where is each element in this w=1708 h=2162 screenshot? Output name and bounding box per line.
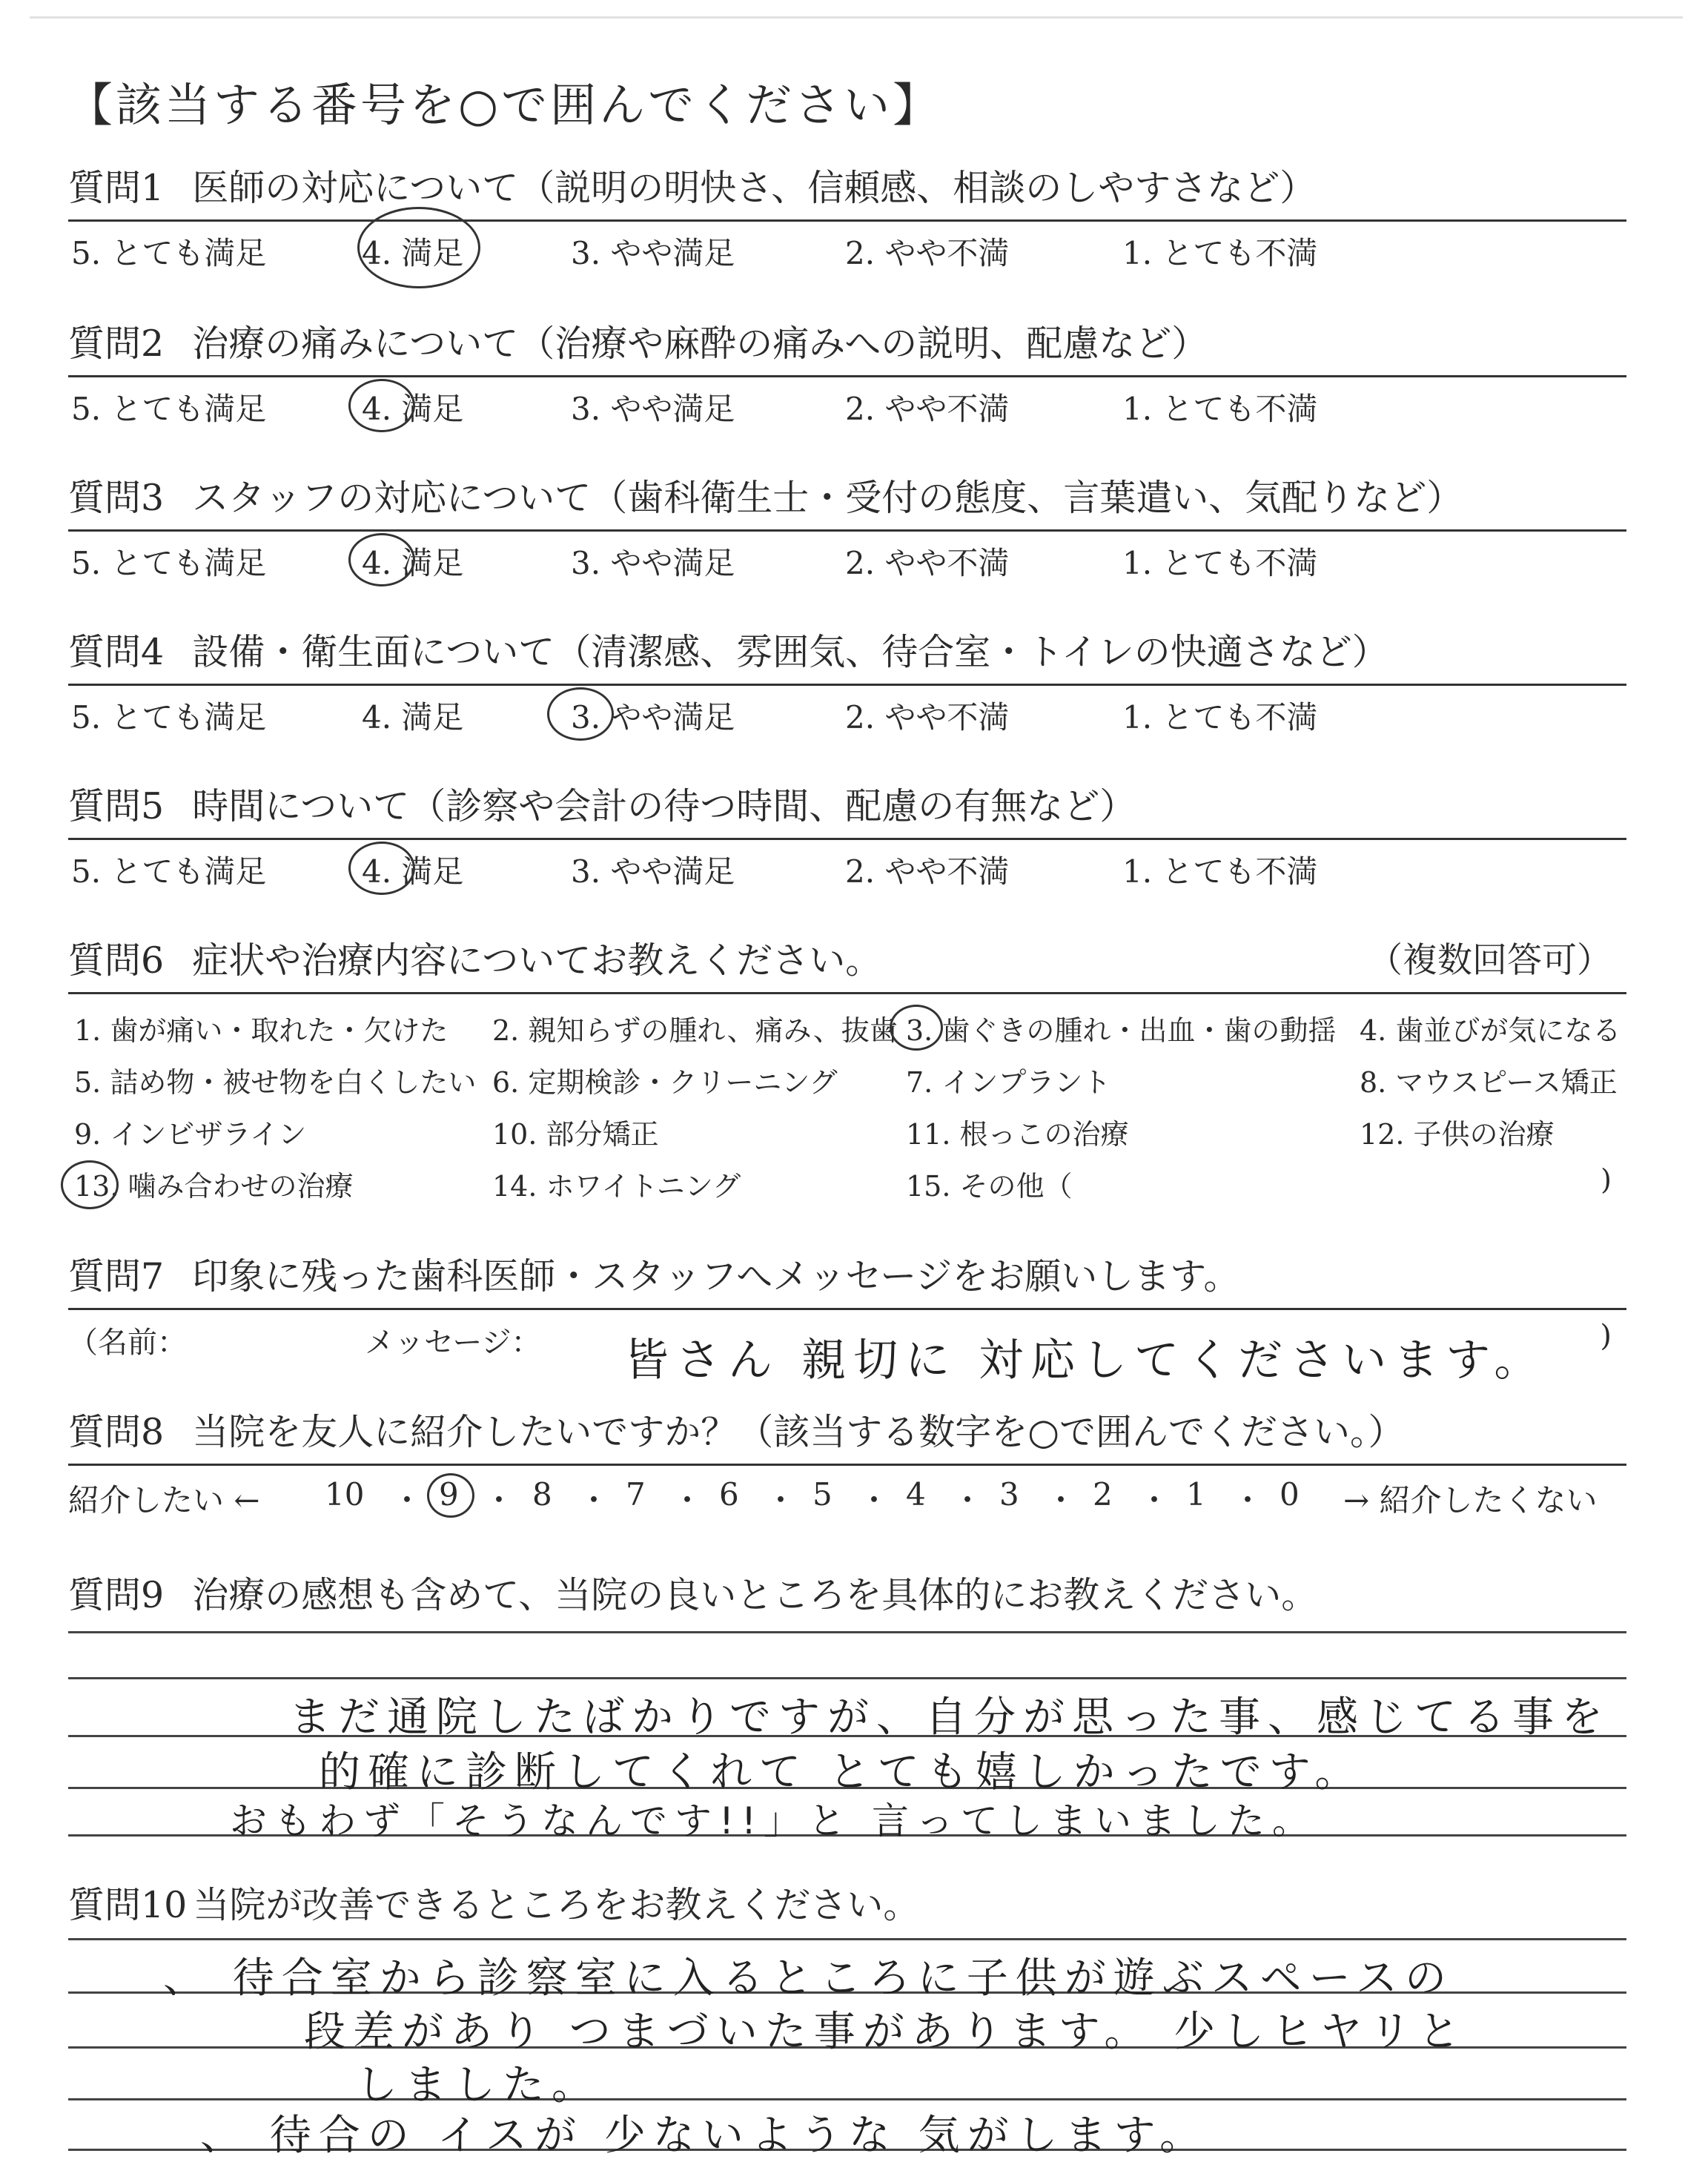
option-3[interactable]: 3. やや満足 <box>571 235 735 271</box>
selection-circle <box>547 687 614 741</box>
multiple-answers-note: （複数回答可） <box>1368 940 1612 981</box>
option-2[interactable]: 2. やや不満 <box>845 699 1010 735</box>
option-1[interactable]: 1. とても不満 <box>1122 391 1318 427</box>
scale-option[interactable]: 5 <box>812 1476 833 1513</box>
writing-line <box>68 2098 1626 2100</box>
recommend-scale: 紹介したい ← 10 ・ 9 ・ 8 ・ 7 ・ 6 ・ 5 ・ 4 ・ 3 ・ 2 ・ 1 ・ 0 → 紹介したくない <box>68 1466 1626 1518</box>
question-number: 質問4 <box>68 631 165 673</box>
selection-circle <box>357 207 480 288</box>
handwritten-line: 段差があり つまづいた事があります。 少しヒヤリと <box>304 2008 1468 2056</box>
question-9 <box>68 1572 1626 1619</box>
question-number: 質問1 <box>68 167 165 209</box>
handwritten-line: まだ通院したばかりですが、自分が思った事、感じてる事を <box>289 1693 1610 1742</box>
question-number: 質問8 <box>68 1411 165 1453</box>
close-paren: ) <box>1601 1163 1612 1196</box>
close-paren: ) <box>1600 1319 1612 1353</box>
form-title: 【該当する番号を○で囲んでください】 <box>67 78 942 132</box>
option-5[interactable]: 5. とても満足 <box>71 699 267 735</box>
scale-option[interactable]: 1 <box>1186 1476 1206 1513</box>
rating-options <box>68 377 1626 429</box>
option-1[interactable]: 1. とても不満 <box>1122 699 1318 735</box>
question-text: スタッフの対応について（歯科衛生士・受付の態度、言葉遣い、気配りなど） <box>192 477 1463 519</box>
question-5 <box>68 783 1626 892</box>
writing-line <box>68 1677 1626 1679</box>
question-4 <box>68 629 1626 738</box>
scale-option[interactable]: 2 <box>1093 1476 1113 1513</box>
symptom-option[interactable]: 10. 部分矯正 <box>492 1118 659 1151</box>
handwritten-line: しました。 <box>356 2061 600 2109</box>
question-text: 医師の対応について（説明の明快さ、信頼感、相談のしやすさなど） <box>192 167 1317 209</box>
symptom-option[interactable]: 5. 詰め物・被せ物を白くしたい <box>74 1066 477 1099</box>
symptom-option[interactable]: 2. 親知らずの腫れ、痛み、抜歯 <box>492 1014 898 1047</box>
symptom-option[interactable]: 8. マウスピース矯正 <box>1360 1066 1618 1099</box>
question-10 <box>68 1882 1626 1929</box>
scan-edge <box>30 16 1683 19</box>
option-1[interactable]: 1. とても不満 <box>1122 853 1318 890</box>
option-5[interactable]: 5. とても満足 <box>71 391 267 427</box>
symptom-option[interactable]: 13. 噛み合わせの治療 <box>74 1170 354 1203</box>
symptom-options <box>68 994 1626 1206</box>
message-label: メッセージ： <box>365 1326 541 1360</box>
option-4[interactable]: 4. 満足 <box>362 235 464 271</box>
selection-circle <box>427 1473 474 1518</box>
question-8 <box>68 1409 1626 1518</box>
question-text: 治療の感想も含めて、当院の良いところを具体的にお教えください。 <box>192 1574 1318 1616</box>
option-4[interactable]: 4. 満足 <box>362 391 464 427</box>
option-5[interactable]: 5. とても満足 <box>71 235 267 271</box>
handwritten-line: 、 待合の イスが 少ないような 気がします。 <box>200 2112 1209 2160</box>
question-number: 質問2 <box>68 323 165 365</box>
rating-options <box>68 532 1626 584</box>
scale-option[interactable]: 6 <box>719 1476 739 1513</box>
question-text: 治療の痛みについて（治療や麻酔の痛みへの説明、配慮など） <box>192 323 1208 365</box>
option-2[interactable]: 2. やや不満 <box>845 235 1010 271</box>
scale-option[interactable]: 7 <box>626 1476 646 1513</box>
question-number: 質問9 <box>68 1574 165 1616</box>
option-5[interactable]: 5. とても満足 <box>71 545 267 581</box>
option-4[interactable]: 4. 満足 <box>362 853 464 890</box>
writing-line <box>68 1631 1626 1633</box>
selection-circle <box>348 379 415 432</box>
symptom-option[interactable]: 11. 根っこの治療 <box>906 1118 1129 1151</box>
handwritten-message[interactable]: 皆さん 親切に 対応してくださいます。 <box>624 1335 1546 1386</box>
handwritten-line: 的確に診断してくれて とても嬉しかったです。 <box>319 1748 1364 1796</box>
option-4[interactable]: 4. 満足 <box>362 545 464 581</box>
question-7 <box>68 1253 1626 1384</box>
recommend-right-label: → 紹介したくない <box>1343 1482 1598 1518</box>
question-text: 設備・衛生面について（清潔感、雰囲気、待合室・トイレの快適さなど） <box>192 631 1388 673</box>
question-6 <box>68 937 1626 1206</box>
scale-option[interactable]: 10 <box>325 1476 365 1513</box>
question-text: 当院が改善できるところをお教えください。 <box>193 1884 920 1926</box>
option-1[interactable]: 1. とても不満 <box>1122 545 1318 581</box>
question-number: 質問5 <box>68 785 165 827</box>
question-text: 時間について（診察や会計の待つ時間、配慮の有無など） <box>192 785 1136 827</box>
symptom-option-other[interactable]: 15. その他（ <box>906 1170 1073 1203</box>
writing-line <box>68 1938 1626 1940</box>
selection-circle <box>348 533 415 586</box>
option-3[interactable]: 3. やや満足 <box>571 391 735 427</box>
rating-options <box>68 840 1626 892</box>
scale-option[interactable]: 9 <box>439 1476 459 1513</box>
question-number: 質問3 <box>68 477 165 519</box>
symptom-option[interactable]: 9. インビザライン <box>74 1118 307 1151</box>
question-number: 質問6 <box>68 939 165 982</box>
scale-option[interactable]: 8 <box>532 1476 552 1513</box>
question-3 <box>68 475 1626 584</box>
handwritten-line: おもわず「そうなんです!!」と 言ってしまいました。 <box>230 1799 1317 1842</box>
symptom-option[interactable]: 14. ホワイトニング <box>492 1170 741 1203</box>
option-5[interactable]: 5. とても満足 <box>71 853 267 890</box>
option-2[interactable]: 2. やや不満 <box>845 391 1010 427</box>
symptom-option[interactable]: 6. 定期検診・クリーニング <box>492 1066 838 1099</box>
scale-option[interactable]: 0 <box>1280 1476 1300 1513</box>
message-row <box>68 1310 1626 1384</box>
recommend-left-label: 紹介したい ← <box>68 1482 260 1518</box>
selection-circle <box>890 1005 943 1051</box>
question-1 <box>68 165 1626 274</box>
scale-option[interactable]: 4 <box>906 1476 926 1513</box>
question-number: 質問10 <box>68 1884 188 1926</box>
option-3[interactable]: 3. やや満足 <box>571 699 735 735</box>
option-3[interactable]: 3. やや満足 <box>571 545 735 581</box>
option-2[interactable]: 2. やや不満 <box>845 853 1010 890</box>
handwritten-line: 、 待合室から診察室に入るところに子供が遊ぶスペースの <box>163 1954 1454 2003</box>
question-text: 症状や治療内容についてお教えください。 <box>192 939 882 982</box>
question-2 <box>68 320 1626 429</box>
rating-options <box>68 222 1626 274</box>
question-text: 印象に残った歯科医師・スタッフへメッセージをお願いします。 <box>192 1255 1240 1297</box>
symptom-option[interactable]: 12. 子供の治療 <box>1360 1118 1555 1151</box>
symptom-option[interactable]: 4. 歯並びが気になる <box>1360 1014 1621 1047</box>
selection-circle <box>348 842 415 895</box>
question-number: 質問7 <box>68 1255 165 1297</box>
name-label: （名前： <box>68 1326 187 1360</box>
question-text: 当院を友人に紹介したいですか？（該当する数字を○で囲んでください。） <box>192 1411 1405 1453</box>
symptom-option[interactable]: 1. 歯が痛い・取れた・欠けた <box>74 1014 448 1047</box>
selection-circle <box>61 1160 119 1209</box>
symptom-option[interactable]: 3. 歯ぐきの腫れ・出血・歯の動揺 <box>906 1014 1337 1047</box>
scale-option[interactable]: 3 <box>999 1476 1019 1513</box>
option-2[interactable]: 2. やや不満 <box>845 545 1010 581</box>
option-3[interactable]: 3. やや満足 <box>571 853 735 890</box>
rating-options <box>68 686 1626 738</box>
option-4[interactable]: 4. 満足 <box>362 699 464 735</box>
symptom-option[interactable]: 7. インプラント <box>906 1066 1111 1099</box>
option-1[interactable]: 1. とても不満 <box>1122 235 1318 271</box>
